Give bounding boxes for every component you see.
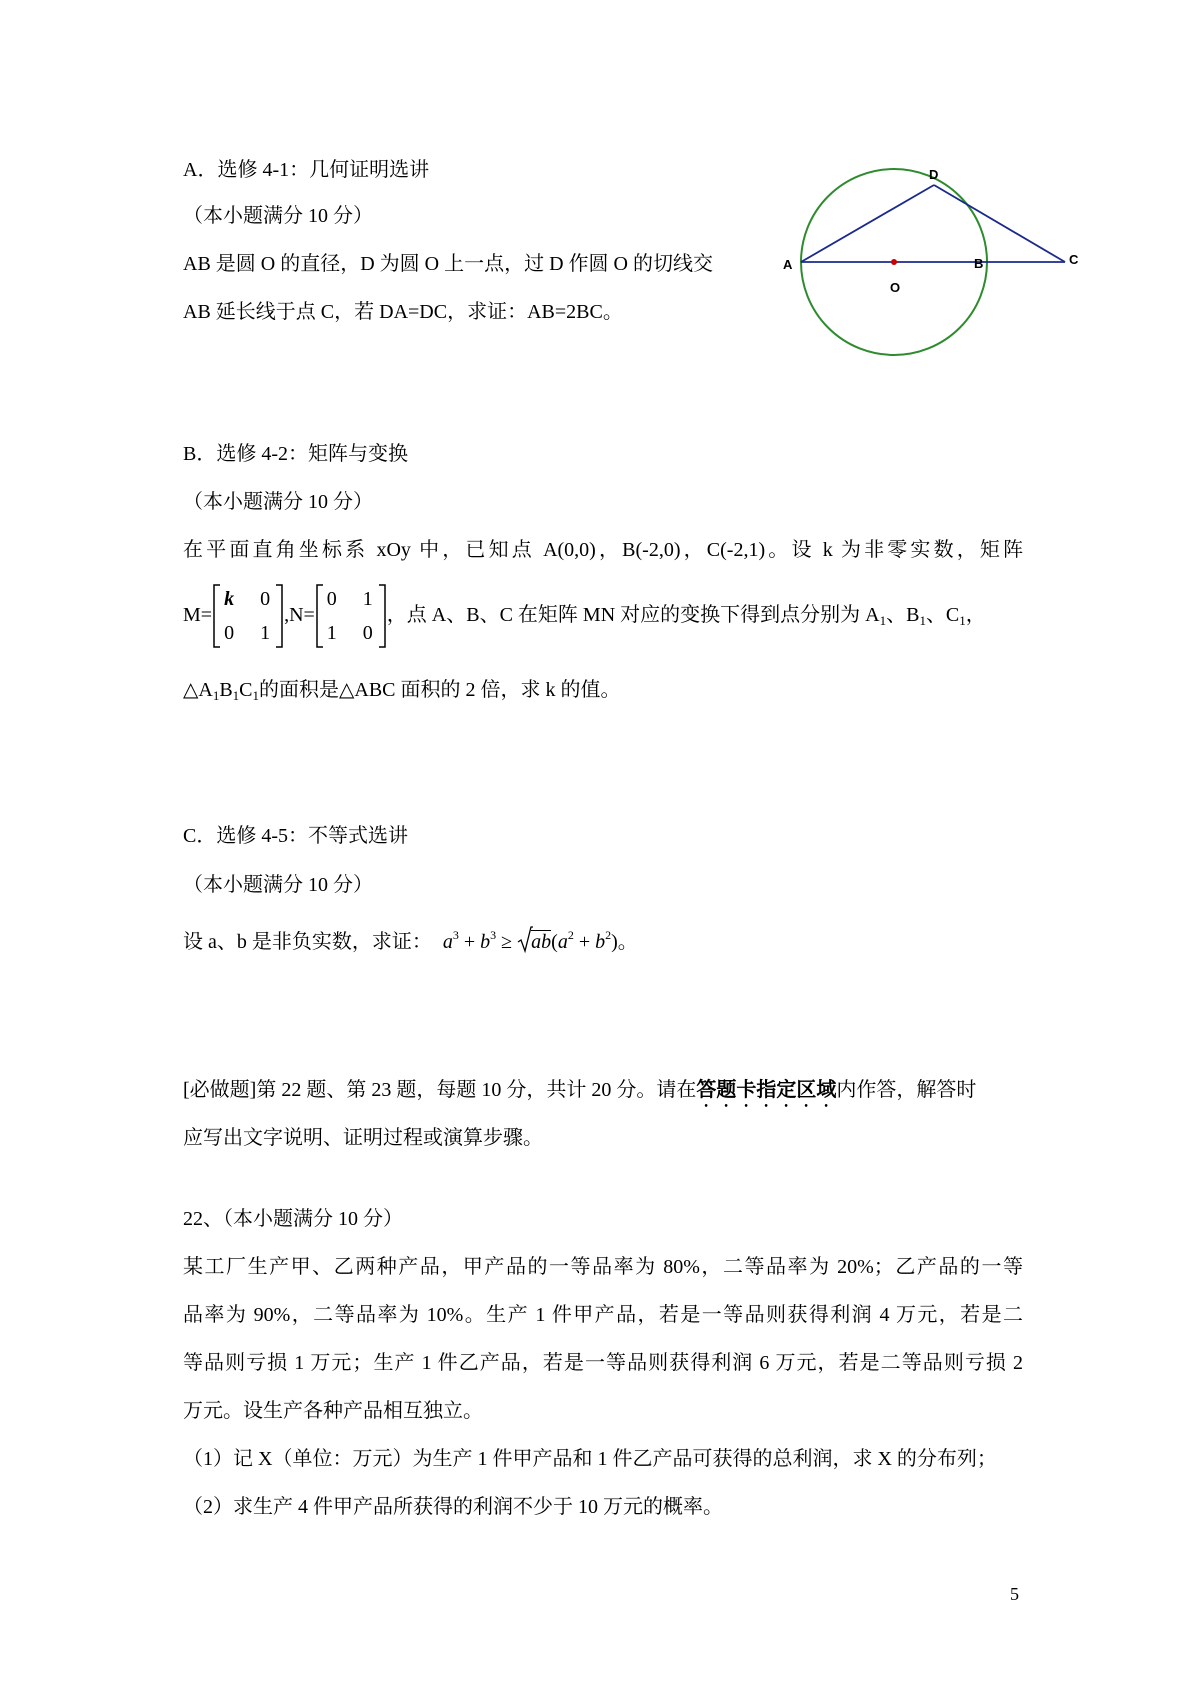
q22-line4: 万元。设生产各种产品相互独立。 [183, 1400, 483, 1422]
end-comma: ， [965, 604, 986, 626]
sep-b: 、B [886, 604, 920, 626]
section-c-title: C．选修 4-5：不等式选讲 [183, 825, 408, 847]
section-b-matrix-line [183, 582, 986, 648]
section-b-title: B．选修 4-2：矩阵与变换 [183, 443, 408, 465]
required-part2: 内作答，解答时 [836, 1079, 977, 1101]
q22-word: 万元，若是二 [895, 1304, 1024, 1326]
matrix-n-cell: 1 [362, 588, 373, 611]
q22-word: 件甲产品，若是一等品则获得利润 [551, 1304, 874, 1326]
required-part1: [必做题]第 22 题、第 23 题，每题 10 分，共计 20 分。请在 [183, 1079, 697, 1101]
paren: ) [611, 931, 618, 953]
section-b-line3 [183, 677, 621, 709]
b-word: 在平面直角坐标系 [183, 539, 369, 561]
exp: 3 [490, 928, 497, 942]
required-emphasis: 答题卡指定区域 [696, 1079, 837, 1101]
q22-word: 90%，二等品率为 [253, 1304, 421, 1326]
q22-word: 万元；生产 [310, 1352, 416, 1374]
plus: + [578, 931, 591, 953]
q22-word: 1 [535, 1304, 546, 1326]
geq: ≥ [501, 931, 513, 953]
required-line1 [183, 1077, 976, 1112]
matrix-n-brackets [315, 583, 387, 649]
section-a-text-line2: AB 延长线于点 C，若 DA=DC，求证：AB=2BC。 [183, 301, 623, 323]
matrix-after-text: ，点 A、B、C 在矩阵 MN 对应的变换下得到点分别为 A [386, 604, 880, 626]
q22-word: 1 [294, 1352, 305, 1374]
label-b: B [974, 256, 984, 271]
q22-line1 [183, 1254, 1023, 1280]
subscript: 1 [959, 613, 966, 628]
geometry-figure [780, 160, 1080, 380]
subscript: 1 [252, 688, 260, 703]
section-c-score: （本小题满分 10 分） [183, 874, 373, 896]
q22-line2 [183, 1302, 1023, 1328]
matrix-m-cell: 1 [260, 622, 271, 645]
section-b-line3-rest: 的面积是△ABC 面积的 2 倍，求 k 的值。 [259, 679, 621, 701]
line-dc [934, 185, 1065, 262]
plus: + [463, 931, 476, 953]
label-a: A [783, 257, 793, 272]
label-c: C [1069, 252, 1079, 267]
q22-heading: 22、（本小题满分 10 分） [183, 1208, 403, 1230]
triangle-a: △A [183, 679, 213, 701]
q22-word: 2 [1013, 1352, 1024, 1374]
exp: 3 [452, 928, 459, 942]
q22-word: 品率为 [183, 1304, 248, 1326]
b-word: xOy [376, 539, 411, 561]
sqrt-sign [517, 929, 551, 955]
section-c-inequality-line [183, 922, 638, 955]
q22-word: 4 [879, 1304, 890, 1326]
q22-word: 10%。生产 [426, 1304, 529, 1326]
q22-part2: （2）求生产 4 件甲产品所获得的利润不少于 10 万元的概率。 [183, 1496, 723, 1518]
var-b: b [595, 931, 606, 953]
q22-word: 某工厂生产甲、乙两种产品，甲产品的一等品率为 [183, 1256, 657, 1278]
q22-word: 20%；乙产品的一等 [837, 1256, 1023, 1278]
radicand-ab: ab [531, 931, 552, 953]
matrix-m-cell: 0 [260, 588, 271, 611]
matrix-n-cell: 0 [326, 588, 337, 611]
matrix-n [315, 583, 387, 649]
q22-part1: （1）记 X（单位：万元）为生产 1 件甲产品和 1 件乙产品可获得的总利润，求 X 的分布列； [183, 1448, 997, 1470]
matrix-m-brackets [212, 583, 284, 649]
page-number: 5 [1010, 1584, 1019, 1604]
section-a-score: （本小题满分 10 分） [183, 205, 373, 227]
paren: ( [551, 931, 558, 953]
section-a-title: A．选修 4-1：几何证明选讲 [183, 159, 430, 181]
m-prefix: M= [183, 604, 213, 626]
subscript: 1 [232, 688, 240, 703]
q22-word: 件乙产品，若是一等品则获得利润 [437, 1352, 754, 1374]
q22-word: 1 [421, 1352, 432, 1374]
sep-c: 、C [925, 604, 960, 626]
b-word: A(0,0)，B(-2,0)，C(-2,1)。设 [543, 539, 815, 561]
q22-word: 80%，二等品率为 [663, 1256, 831, 1278]
var-a: a [557, 931, 568, 953]
sqrt-radical [517, 926, 533, 954]
subscript: 1 [919, 613, 926, 628]
exp: 2 [567, 928, 574, 942]
b-word: 中，已知点 [419, 539, 535, 561]
var-b: b [480, 931, 491, 953]
matrix-n-cell: 0 [362, 622, 373, 645]
required-line2: 应写出文字说明、证明过程或演算步骤。 [183, 1127, 543, 1149]
q22-word: 万元，若是二等品则亏损 [775, 1352, 1007, 1374]
exp: 2 [605, 928, 612, 942]
period: 。 [617, 931, 638, 953]
triangle-b: B [219, 679, 233, 701]
label-o: O [890, 280, 901, 295]
var-a: a [442, 931, 453, 953]
section-b-score: （本小题满分 10 分） [183, 491, 373, 513]
center-point [891, 259, 897, 265]
q22-word: 6 [759, 1352, 770, 1374]
subscript: 1 [879, 613, 887, 628]
q22-word: 等品则亏损 [183, 1352, 289, 1374]
matrix-m-cell: 0 [224, 622, 235, 645]
b-word: 为非零实数，矩阵 [840, 539, 1024, 561]
label-d: D [929, 167, 939, 182]
section-b-line1 [183, 537, 1023, 563]
matrix-n-cell: 1 [326, 622, 337, 645]
b-word: k [822, 539, 833, 561]
n-prefix: ,N= [284, 604, 315, 626]
q22-line3 [183, 1350, 1023, 1376]
subscript: 1 [212, 688, 220, 703]
triangle-c: C [239, 679, 253, 701]
matrix-m [212, 583, 284, 649]
section-c-prefix: 设 a、b 是非负实数，求证： [183, 931, 432, 953]
section-a-text-line1: AB 是圆 O 的直径，D 为圆 O 上一点，过 D 作圆 O 的切线交 [183, 253, 713, 275]
matrix-m-k: k [224, 588, 235, 611]
line-ad [801, 185, 934, 262]
